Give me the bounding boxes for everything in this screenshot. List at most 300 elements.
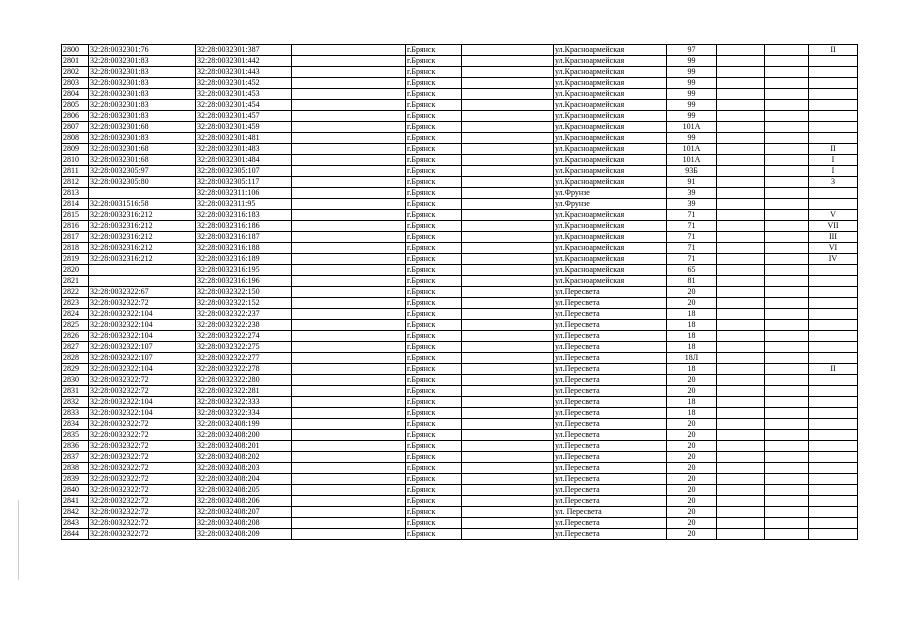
blank-cell (717, 254, 765, 265)
object-cadastral-number: 32:28:0032408:199 (196, 419, 292, 430)
premises-number-cell (809, 397, 858, 408)
blank-cell (462, 364, 554, 375)
land-cadastral-number: 32:28:0032322:104 (89, 364, 196, 375)
object-cadastral-number: 32:28:0032305:117 (196, 177, 292, 188)
street-cell: ул.Пересвета (554, 474, 667, 485)
blank-cell (765, 507, 809, 518)
city-cell: г.Брянск (406, 441, 462, 452)
house-number-cell: 71 (667, 243, 717, 254)
blank-cell (765, 298, 809, 309)
land-cadastral-number: 32:28:0032301:83 (89, 111, 196, 122)
street-cell: ул.Красноармейская (554, 89, 667, 100)
blank-cell (717, 67, 765, 78)
house-number-cell: 20 (667, 529, 717, 540)
row-number: 2839 (62, 474, 89, 485)
table-row (62, 298, 858, 309)
object-cadastral-number: 32:28:0032322:275 (196, 342, 292, 353)
blank-cell (717, 518, 765, 529)
table-row (62, 353, 858, 364)
city-cell: г.Брянск (406, 254, 462, 265)
house-number-cell: 99 (667, 78, 717, 89)
street-cell: ул.Красноармейская (554, 177, 667, 188)
table-row (62, 166, 858, 177)
street-cell: ул.Фрунзе (554, 188, 667, 199)
blank-cell (765, 243, 809, 254)
blank-cell (765, 463, 809, 474)
object-cadastral-number: 32:28:0032408:202 (196, 452, 292, 463)
blank-cell (292, 243, 406, 254)
street-cell: ул.Пересвета (554, 430, 667, 441)
land-cadastral-number: 32:28:0032322:72 (89, 386, 196, 397)
blank-cell (717, 265, 765, 276)
blank-cell (765, 397, 809, 408)
land-cadastral-number: 32:28:0032316:212 (89, 232, 196, 243)
house-number-cell: 71 (667, 210, 717, 221)
object-cadastral-number: 32:28:0032322:277 (196, 353, 292, 364)
blank-cell (292, 78, 406, 89)
blank-cell (292, 166, 406, 177)
street-cell: ул.Пересвета (554, 452, 667, 463)
street-cell: ул.Красноармейская (554, 243, 667, 254)
blank-cell (292, 67, 406, 78)
blank-cell (765, 309, 809, 320)
blank-cell (462, 287, 554, 298)
house-number-cell: 99 (667, 133, 717, 144)
city-cell: г.Брянск (406, 133, 462, 144)
row-number: 2810 (62, 155, 89, 166)
land-cadastral-number: 32:28:0032301:76 (89, 45, 196, 56)
premises-number-cell (809, 78, 858, 89)
land-cadastral-number: 32:28:0032301:83 (89, 78, 196, 89)
street-cell: ул.Красноармейская (554, 144, 667, 155)
land-cadastral-number: 32:28:0032301:68 (89, 155, 196, 166)
city-cell: г.Брянск (406, 265, 462, 276)
house-number-cell: 91 (667, 177, 717, 188)
house-number-cell: 39 (667, 188, 717, 199)
house-number-cell: 20 (667, 386, 717, 397)
object-cadastral-number: 32:28:0032408:206 (196, 496, 292, 507)
blank-cell (717, 45, 765, 56)
row-number: 2838 (62, 463, 89, 474)
house-number-cell: 99 (667, 100, 717, 111)
street-cell: ул.Пересвета (554, 342, 667, 353)
city-cell: г.Брянск (406, 298, 462, 309)
blank-cell (462, 331, 554, 342)
street-cell: ул.Красноармейская (554, 265, 667, 276)
premises-number-cell (809, 430, 858, 441)
land-cadastral-number (89, 265, 196, 276)
street-cell: ул.Пересвета (554, 463, 667, 474)
street-cell: ул.Красноармейская (554, 67, 667, 78)
object-cadastral-number: 32:28:0032408:203 (196, 463, 292, 474)
premises-number-cell (809, 485, 858, 496)
blank-cell (462, 452, 554, 463)
blank-cell (717, 474, 765, 485)
street-cell: ул.Пересвета (554, 309, 667, 320)
city-cell: г.Брянск (406, 386, 462, 397)
street-cell: ул.Пересвета (554, 364, 667, 375)
table-row (62, 199, 858, 210)
blank-cell (765, 254, 809, 265)
blank-cell (717, 276, 765, 287)
house-number-cell: 20 (667, 485, 717, 496)
blank-cell (462, 111, 554, 122)
blank-cell (462, 100, 554, 111)
premises-number-cell (809, 199, 858, 210)
street-cell: ул.Красноармейская (554, 232, 667, 243)
house-number-cell: 18 (667, 364, 717, 375)
premises-number-cell: VI (809, 243, 858, 254)
blank-cell (292, 276, 406, 287)
house-number-cell: 20 (667, 452, 717, 463)
premises-number-cell (809, 331, 858, 342)
house-number-cell: 20 (667, 518, 717, 529)
table-row (62, 320, 858, 331)
row-number: 2800 (62, 45, 89, 56)
blank-cell (717, 89, 765, 100)
land-cadastral-number: 32:28:0032322:72 (89, 529, 196, 540)
city-cell: г.Брянск (406, 100, 462, 111)
blank-cell (292, 430, 406, 441)
land-cadastral-number: 32:28:0032322:72 (89, 474, 196, 485)
blank-cell (717, 133, 765, 144)
land-cadastral-number: 32:28:0032316:212 (89, 221, 196, 232)
blank-cell (462, 298, 554, 309)
blank-cell (765, 320, 809, 331)
blank-cell (292, 507, 406, 518)
street-cell: ул.Красноармейская (554, 78, 667, 89)
house-number-cell: 99 (667, 111, 717, 122)
city-cell: г.Брянск (406, 144, 462, 155)
row-number: 2841 (62, 496, 89, 507)
street-cell: ул.Красноармейская (554, 221, 667, 232)
blank-cell (717, 430, 765, 441)
land-cadastral-number: 32:28:0032322:72 (89, 430, 196, 441)
object-cadastral-number: 32:28:0032408:204 (196, 474, 292, 485)
city-cell: г.Брянск (406, 111, 462, 122)
object-cadastral-number: 32:28:0032301:452 (196, 78, 292, 89)
object-cadastral-number: 32:28:0032316:183 (196, 210, 292, 221)
premises-number-cell (809, 452, 858, 463)
premises-number-cell: 3 (809, 177, 858, 188)
object-cadastral-number: 32:28:0032322:333 (196, 397, 292, 408)
street-cell: ул.Пересвета (554, 331, 667, 342)
city-cell: г.Брянск (406, 199, 462, 210)
object-cadastral-number: 32:28:0032316:187 (196, 232, 292, 243)
house-number-cell: 20 (667, 496, 717, 507)
blank-cell (292, 485, 406, 496)
street-cell: ул.Красноармейская (554, 122, 667, 133)
object-cadastral-number: 32:28:0032301:453 (196, 89, 292, 100)
blank-cell (462, 232, 554, 243)
blank-cell (292, 133, 406, 144)
row-number: 2821 (62, 276, 89, 287)
street-cell: ул.Красноармейская (554, 45, 667, 56)
row-number: 2807 (62, 122, 89, 133)
land-cadastral-number: 32:28:0032322:104 (89, 408, 196, 419)
blank-cell (765, 166, 809, 177)
premises-number-cell (809, 287, 858, 298)
city-cell: г.Брянск (406, 397, 462, 408)
land-cadastral-number: 32:28:0032322:104 (89, 331, 196, 342)
city-cell: г.Брянск (406, 529, 462, 540)
premises-number-cell (809, 122, 858, 133)
premises-number-cell (809, 419, 858, 430)
land-cadastral-number: 32:28:0032322:72 (89, 485, 196, 496)
table-row (62, 100, 858, 111)
blank-cell (717, 397, 765, 408)
blank-cell (765, 67, 809, 78)
row-number: 2813 (62, 188, 89, 199)
land-cadastral-number: 32:28:0032316:212 (89, 243, 196, 254)
blank-cell (717, 441, 765, 452)
blank-cell (462, 507, 554, 518)
blank-cell (765, 485, 809, 496)
land-cadastral-number: 32:28:0032301:83 (89, 89, 196, 100)
city-cell: г.Брянск (406, 463, 462, 474)
blank-cell (765, 45, 809, 56)
street-cell: ул.Пересвета (554, 529, 667, 540)
premises-number-cell (809, 111, 858, 122)
land-cadastral-number (89, 188, 196, 199)
object-cadastral-number: 32:28:0032301:459 (196, 122, 292, 133)
blank-cell (717, 56, 765, 67)
blank-cell (462, 518, 554, 529)
row-number: 2829 (62, 364, 89, 375)
land-cadastral-number: 32:28:0032301:83 (89, 56, 196, 67)
land-cadastral-number: 32:28:0032301:83 (89, 100, 196, 111)
blank-cell (462, 309, 554, 320)
land-cadastral-number: 32:28:0032322:104 (89, 397, 196, 408)
blank-cell (717, 122, 765, 133)
object-cadastral-number: 32:28:0032316:188 (196, 243, 292, 254)
street-cell: ул.Красноармейская (554, 155, 667, 166)
premises-number-cell (809, 507, 858, 518)
house-number-cell: 18 (667, 331, 717, 342)
city-cell: г.Брянск (406, 518, 462, 529)
blank-cell (292, 199, 406, 210)
street-cell: ул.Пересвета (554, 320, 667, 331)
blank-cell (292, 419, 406, 430)
object-cadastral-number: 32:28:0032408:207 (196, 507, 292, 518)
blank-cell (717, 496, 765, 507)
city-cell: г.Брянск (406, 166, 462, 177)
row-number: 2837 (62, 452, 89, 463)
city-cell: г.Брянск (406, 474, 462, 485)
premises-number-cell (809, 56, 858, 67)
row-number: 2830 (62, 375, 89, 386)
blank-cell (292, 331, 406, 342)
registry-table (61, 44, 858, 540)
row-number: 2840 (62, 485, 89, 496)
blank-cell (765, 199, 809, 210)
premises-number-cell (809, 386, 858, 397)
table-row (62, 408, 858, 419)
blank-cell (292, 474, 406, 485)
blank-cell (717, 144, 765, 155)
blank-cell (765, 430, 809, 441)
city-cell: г.Брянск (406, 78, 462, 89)
land-cadastral-number: 32:28:0032316:212 (89, 210, 196, 221)
premises-number-cell (809, 265, 858, 276)
row-number: 2831 (62, 386, 89, 397)
blank-cell (462, 177, 554, 188)
street-cell: ул.Красноармейская (554, 276, 667, 287)
blank-cell (462, 529, 554, 540)
land-cadastral-number: 32:28:0032301:68 (89, 122, 196, 133)
blank-cell (765, 419, 809, 430)
street-cell: ул.Пересвета (554, 518, 667, 529)
blank-cell (292, 463, 406, 474)
city-cell: г.Брянск (406, 177, 462, 188)
house-number-cell: 18Л (667, 353, 717, 364)
land-cadastral-number: 32:28:0032322:72 (89, 463, 196, 474)
house-number-cell: 71 (667, 221, 717, 232)
object-cadastral-number: 32:28:0032305:107 (196, 166, 292, 177)
table-row (62, 518, 858, 529)
row-number: 2843 (62, 518, 89, 529)
premises-number-cell: I (809, 166, 858, 177)
premises-number-cell (809, 496, 858, 507)
table-row (62, 210, 858, 221)
blank-cell (765, 342, 809, 353)
table-row (62, 265, 858, 276)
city-cell: г.Брянск (406, 122, 462, 133)
blank-cell (292, 496, 406, 507)
row-number: 2815 (62, 210, 89, 221)
row-number: 2804 (62, 89, 89, 100)
premises-number-cell: IV (809, 254, 858, 265)
street-cell: ул.Красноармейская (554, 111, 667, 122)
blank-cell (717, 529, 765, 540)
row-number: 2835 (62, 430, 89, 441)
object-cadastral-number: 32:28:0032408:209 (196, 529, 292, 540)
blank-cell (717, 386, 765, 397)
object-cadastral-number: 32:28:0032316:189 (196, 254, 292, 265)
blank-cell (462, 254, 554, 265)
premises-number-cell (809, 529, 858, 540)
blank-cell (462, 155, 554, 166)
blank-cell (462, 320, 554, 331)
street-cell: ул.Пересвета (554, 397, 667, 408)
blank-cell (765, 100, 809, 111)
blank-cell (462, 210, 554, 221)
house-number-cell: 101А (667, 144, 717, 155)
land-cadastral-number: 32:28:0032305:97 (89, 166, 196, 177)
blank-cell (292, 188, 406, 199)
blank-cell (462, 56, 554, 67)
house-number-cell: 20 (667, 430, 717, 441)
object-cadastral-number: 32:28:0032322:238 (196, 320, 292, 331)
table-row (62, 430, 858, 441)
table-row (62, 111, 858, 122)
blank-cell (292, 111, 406, 122)
blank-cell (717, 507, 765, 518)
blank-cell (462, 441, 554, 452)
house-number-cell: 20 (667, 463, 717, 474)
row-number: 2832 (62, 397, 89, 408)
table-row (62, 276, 858, 287)
city-cell: г.Брянск (406, 45, 462, 56)
premises-number-cell: II (809, 45, 858, 56)
blank-cell (765, 375, 809, 386)
blank-cell (292, 353, 406, 364)
land-cadastral-number: 32:28:0032301:83 (89, 67, 196, 78)
blank-cell (292, 298, 406, 309)
city-cell: г.Брянск (406, 452, 462, 463)
blank-cell (292, 320, 406, 331)
row-number: 2824 (62, 309, 89, 320)
premises-number-cell: VII (809, 221, 858, 232)
blank-cell (462, 67, 554, 78)
street-cell: ул.Пересвета (554, 496, 667, 507)
house-number-cell: 18 (667, 397, 717, 408)
table-row (62, 56, 858, 67)
table-row (62, 67, 858, 78)
house-number-cell: 71 (667, 254, 717, 265)
house-number-cell: 20 (667, 375, 717, 386)
row-number: 2828 (62, 353, 89, 364)
table-row (62, 45, 858, 56)
blank-cell (765, 265, 809, 276)
house-number-cell: 20 (667, 419, 717, 430)
city-cell: г.Брянск (406, 56, 462, 67)
street-cell: ул.Пересвета (554, 298, 667, 309)
premises-number-cell: III (809, 232, 858, 243)
premises-number-cell (809, 474, 858, 485)
city-cell: г.Брянск (406, 507, 462, 518)
table-row (62, 232, 858, 243)
blank-cell (717, 221, 765, 232)
table-row (62, 331, 858, 342)
city-cell: г.Брянск (406, 496, 462, 507)
city-cell: г.Брянск (406, 331, 462, 342)
land-cadastral-number: 32:28:0032322:72 (89, 452, 196, 463)
blank-cell (292, 100, 406, 111)
land-cadastral-number: 32:28:0031516:58 (89, 199, 196, 210)
city-cell: г.Брянск (406, 232, 462, 243)
land-cadastral-number: 32:28:0032322:72 (89, 507, 196, 518)
blank-cell (292, 386, 406, 397)
city-cell: г.Брянск (406, 375, 462, 386)
street-cell: ул.Пересвета (554, 441, 667, 452)
blank-cell (462, 485, 554, 496)
table-row (62, 122, 858, 133)
blank-cell (765, 177, 809, 188)
row-number: 2812 (62, 177, 89, 188)
table-row (62, 507, 858, 518)
street-cell: ул.Красноармейская (554, 166, 667, 177)
land-cadastral-number: 32:28:0032322:72 (89, 518, 196, 529)
house-number-cell: 20 (667, 298, 717, 309)
premises-number-cell (809, 67, 858, 78)
row-number: 2819 (62, 254, 89, 265)
blank-cell (462, 265, 554, 276)
table-row (62, 221, 858, 232)
blank-cell (462, 276, 554, 287)
premises-number-cell (809, 320, 858, 331)
street-cell: ул.Красноармейская (554, 133, 667, 144)
registry-table-body (62, 45, 858, 540)
blank-cell (462, 419, 554, 430)
blank-cell (462, 188, 554, 199)
row-number: 2816 (62, 221, 89, 232)
table-row (62, 133, 858, 144)
object-cadastral-number: 32:28:0032322:237 (196, 309, 292, 320)
blank-cell (765, 364, 809, 375)
blank-cell (765, 452, 809, 463)
land-cadastral-number: 32:28:0032322:107 (89, 342, 196, 353)
